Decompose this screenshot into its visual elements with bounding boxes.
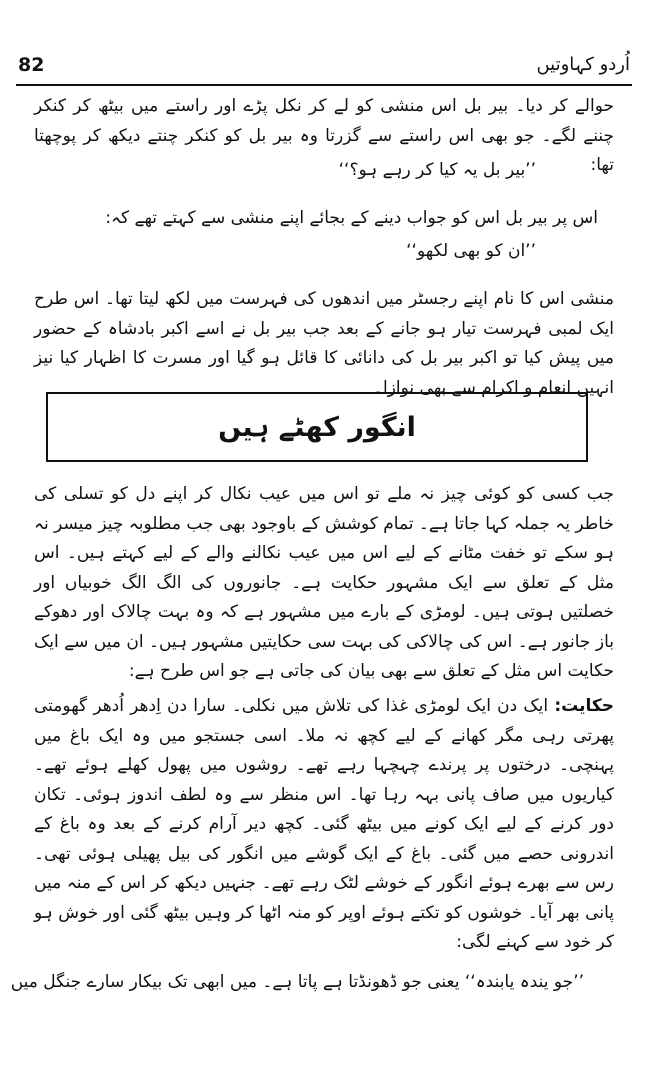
paragraph-2: منشی اس کا نام اپنے رجسٹر میں اندھوں کی فہرست میں لکھ لیتا تھا۔ اس طرح ایک لمبی فہرست تیار ہو جانے کے بعد جب بیر بل نے اسے اکبر بادشاہ کے حضور میں پیش کیا تو اکبر بیر بل کی دانائی کا قائل ہو گیا اور مسرت کا اظہار کیا نیز انہیں انعام و اکرام سے بھی نوازا۔ xyxy=(34,289,614,398)
section-title-box xyxy=(46,392,588,462)
paragraph-1: حوالے کر دیا۔ بیر بل اس منشی کو لے کر نکل پڑے اور راستے میں بیٹھ کر کنکر چننے لگے۔ جو بھی اس راستے سے گزرتا وہ بیر بل کو کنکر چنتے دیکھ کر پوچھتا تھا: xyxy=(34,96,614,175)
page-header xyxy=(18,54,630,84)
quote-3: ’’جو یندہ یابندہ‘‘ یعنی جو ڈھونڈتا ہے پاتا ہے۔ میں ابھی تک بیکار سارے جنگل میں xyxy=(10,972,584,992)
paragraph-4: ایک دن ایک لومڑی غذا کی تلاش میں نکلی۔ سارا دن اِدھر اُدھر گھومتی پھرتی رہی مگر کھانے کے لیے کچھ نہ ملا۔ اسی جستجو میں وہ ایک باغ میں پہنچی۔ درختوں پر پرندے چہچہا رہے تھے۔ روشوں میں پھول کھلے ہوئے تھے۔ کیاریوں میں صاف پانی بہہ رہا تھا۔ اس منظر سے وہ لطف اندوز ہوئی۔ تکان دور کرنے کے لیے ایک کونے میں بیٹھ گئی۔ کچھ دیر آرام کرنے کے بعد وہ باغ کے اندرونی حصے میں گئی۔ باغ کے ایک گوشے میں انگور کی بیل پھیلی ہوئی تھی۔ رس سے بھرے ہوئے انگور کے خوشے لٹک رہے تھے۔ جنہیں دیکھ کر اس کے منہ میں پانی بھر آیا۔ خوشوں کو تکتے ہوئے اوپر کو منہ اٹھا کر وہیں بیٹھ گئی اور خوش ہو کر خود سے کہنے لگی: xyxy=(34,696,614,952)
paragraph-3: جب کسی کو کوئی چیز نہ ملے تو اس میں عیب نکال کر اپنے دل کو تسلی کی خاطر یہ جملہ کہا جاتا ہے۔ تمام کوشش کے باوجود بھی جب مطلوبہ چیز میسر نہ ہو سکے تو خفت مٹانے کے لیے اس میں عیب نکالنے والے کے لیے کہتے ہیں۔ اس مثل کے تعلق سے ایک مشہور حکایت ہے۔ جانوروں کی الگ الگ خوبیاں اور خصلتیں ہوتی ہیں۔ لومڑی کے بارے میں مشہور ہے کہ وہ بہت چالاک اور دھوکے باز جانور ہے۔ اس کی چالاکی کی بہت سی حکایتیں مشہور ہیں۔ ان میں سے ایک حکایت اس مثل کے تعلق سے بھی بیان کی جاتی ہے جو اس طرح ہے: xyxy=(34,484,614,681)
running-title: اُردو کہاوتیں xyxy=(536,54,630,75)
header-rule xyxy=(16,84,632,86)
page-number: 82 xyxy=(18,54,45,76)
quote-2: ’’ان کو بھی لکھو‘‘ xyxy=(406,241,536,261)
section-title: انگور کھٹے ہیں xyxy=(218,411,416,443)
quote-1: ’’بیر بل یہ کیا کر رہے ہو؟‘‘ xyxy=(338,160,536,180)
hikayat-label: حکایت: xyxy=(554,696,615,716)
line-2: اس پر بیر بل اس کو جواب دینے کے بجائے اپنے منشی سے کہتے تھے کہ: xyxy=(105,208,598,228)
paragraph-4-container xyxy=(34,692,614,958)
